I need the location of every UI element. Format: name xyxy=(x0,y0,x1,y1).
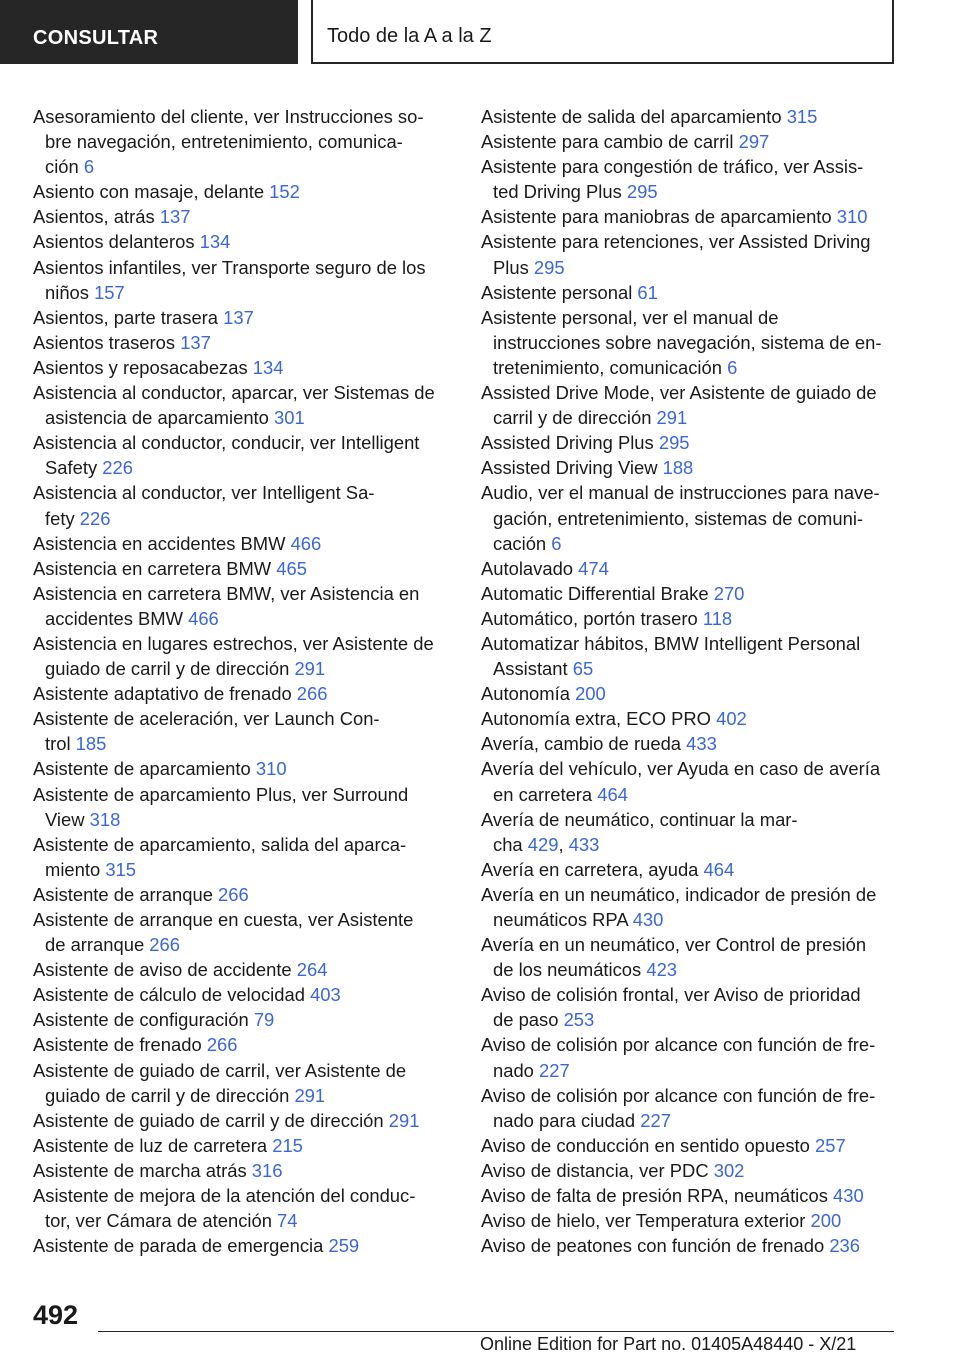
index-term: Aviso de colisión por alcance con función de fre- nado xyxy=(481,1034,876,1081)
index-entry xyxy=(33,706,453,756)
index-term: Asistente para retenciones, ver Assisted Driving Plus xyxy=(481,231,871,278)
page-reference-link[interactable]: 74 xyxy=(277,1210,298,1232)
index-term: Asistente de aparcamiento xyxy=(33,758,256,780)
index-entry xyxy=(33,631,453,681)
page-reference-link[interactable]: 266 xyxy=(218,883,249,905)
page-reference-link[interactable]: 402 xyxy=(716,708,747,730)
index-entry xyxy=(481,606,899,631)
index-term: Asientos, parte trasera xyxy=(33,306,224,328)
index-entry xyxy=(481,631,899,681)
index-entry xyxy=(481,731,899,756)
index-term: Asistente de arranque en cuesta, ver Asistente de arranque xyxy=(33,909,414,956)
page-reference-link[interactable]: 464 xyxy=(703,858,735,880)
page-reference-link[interactable]: 295 xyxy=(658,432,690,454)
page-reference-link[interactable]: 297 xyxy=(738,131,770,153)
index-entry xyxy=(481,1133,899,1158)
page-header xyxy=(0,0,960,64)
index-entry xyxy=(33,255,453,305)
index-entry xyxy=(481,480,899,555)
index-term: Asistente personal, ver el manual de instrucciones sobre navegación, sistema de en- tretenimiento, comunicación xyxy=(481,306,882,378)
index-entry xyxy=(33,1032,453,1057)
index-term: Asistente de cálculo de velocidad xyxy=(33,984,311,1006)
page-reference-link[interactable]: 291 xyxy=(656,407,688,429)
index-entry xyxy=(481,882,899,932)
page-reference-link[interactable]: 118 xyxy=(702,607,733,629)
index-entry xyxy=(33,330,453,355)
index-term: Aviso de conducción en sentido opuesto xyxy=(481,1134,815,1156)
index-term: Asistencia en lugares estrechos, ver Asistente de guiado de carril y de dirección xyxy=(33,632,434,680)
index-term: Asientos y reposacabezas xyxy=(33,356,253,378)
index-entry xyxy=(33,581,453,631)
index-term: Autonomía extra, ECO PRO xyxy=(481,708,717,730)
index-entry xyxy=(481,229,899,279)
index-entry xyxy=(481,1208,899,1233)
index-entry xyxy=(481,380,899,430)
page-reference-link[interactable]: 430 xyxy=(632,909,664,930)
page-reference-link[interactable]: 137 xyxy=(223,306,254,328)
page-reference-link[interactable]: 259 xyxy=(328,1235,360,1257)
index-term: Asistente de frenado xyxy=(33,1034,207,1056)
page-reference-link[interactable]: 185 xyxy=(75,733,107,755)
page-reference-link[interactable]: 295 xyxy=(626,181,658,203)
page-reference-link[interactable]: 466 xyxy=(290,532,322,554)
page-reference-link[interactable]: 403 xyxy=(310,984,341,1006)
chapter-title: Todo de la A a la Z xyxy=(327,25,492,47)
page-reference-link[interactable]: 6 xyxy=(727,356,738,378)
index-term: Avería, cambio de rueda xyxy=(481,733,687,755)
index-entry xyxy=(481,280,899,305)
page-reference-link[interactable]: 226 xyxy=(79,507,111,529)
index-entry xyxy=(481,982,899,1032)
index-term: Asistente de guiado de carril y de dirección xyxy=(33,1109,389,1131)
index-entry xyxy=(481,581,899,606)
page-number: 492 xyxy=(33,1300,79,1330)
index-term: Asistente de luz de carretera xyxy=(33,1134,273,1156)
page-reference-link[interactable]: 200 xyxy=(810,1210,842,1232)
index-entry xyxy=(33,531,453,556)
index-term: Assisted Drive Mode, ver Asistente de guiado de carril y de dirección xyxy=(481,382,877,429)
index-column-left xyxy=(33,104,453,1258)
page-reference-link[interactable]: 310 xyxy=(255,758,287,780)
index-term: Asistente para maniobras de aparcamiento xyxy=(481,206,837,228)
footer-divider xyxy=(98,1331,894,1332)
index-entry xyxy=(33,756,453,781)
index-entry xyxy=(33,1007,453,1032)
index-term: Avería en un neumático, ver Control de presión de los neumáticos xyxy=(481,934,867,981)
page-reference-link[interactable]: 266 xyxy=(149,934,180,956)
index-entry xyxy=(33,681,453,706)
index-entry xyxy=(33,556,453,581)
page-reference-link[interactable]: 466 xyxy=(188,607,219,629)
page-reference-link[interactable]: 291 xyxy=(294,658,326,680)
section-label: CONSULTAR xyxy=(33,27,159,49)
page-reference-link[interactable]: 264 xyxy=(296,959,328,981)
index-entry xyxy=(33,305,453,330)
index-entry xyxy=(481,756,899,806)
page-reference-link[interactable]: 188 xyxy=(662,457,694,479)
index-entry xyxy=(33,104,453,179)
index-term: Aviso de distancia, ver PDC xyxy=(481,1159,714,1181)
index-entry xyxy=(481,455,899,480)
page-reference-link[interactable]: 226 xyxy=(102,457,133,479)
index-term: Asistente personal xyxy=(481,281,638,303)
index-entry xyxy=(481,104,899,129)
index-entry xyxy=(33,1233,453,1258)
page-reference-link[interactable]: 134 xyxy=(252,356,284,378)
index-entry xyxy=(481,1158,899,1183)
index-term: Asistencia al conductor, conducir, ver Intelligent Safety xyxy=(33,432,420,479)
index-term: Asistencia en accidentes BMW xyxy=(33,532,291,554)
page-reference-link[interactable]: 430 xyxy=(833,1185,864,1207)
index-entry xyxy=(481,1083,899,1133)
index-entry: Avería de neumático, continuar la mar- cha 429, 433 xyxy=(481,808,798,855)
page-reference-link[interactable]: 65 xyxy=(572,658,594,680)
index-term: Asistente de mejora de la atención del conduc- tor, ver Cámara de atención xyxy=(33,1185,416,1232)
index-entry xyxy=(481,706,899,731)
index-term: Asistente para congestión de tráfico, ver Assis- ted Driving Plus xyxy=(481,156,864,203)
page-reference-link[interactable]: 6 xyxy=(551,532,562,554)
page-reference-link[interactable]: 433 xyxy=(686,733,717,755)
page-reference-link[interactable]: 134 xyxy=(199,231,231,253)
index-entry xyxy=(33,1108,453,1133)
index-entry xyxy=(33,782,453,832)
index-term: Asistente de aparcamiento, salida del aparca- miento xyxy=(33,833,407,880)
index-term: Asistente de aceleración, ver Launch Con- trol xyxy=(33,708,380,755)
index-term: Aviso de peatones con función de frenado xyxy=(481,1235,830,1257)
page-reference-link[interactable]: 310 xyxy=(836,206,868,228)
index-entry xyxy=(33,982,453,1007)
page-reference-link[interactable]: 61 xyxy=(637,281,658,303)
index-term: Autolavado xyxy=(481,557,579,579)
page-reference-link[interactable]: 227 xyxy=(640,1109,671,1131)
index-term: Autonomía xyxy=(481,683,576,705)
index-term: Asistente de aparcamiento Plus, ver Surround View xyxy=(33,783,409,830)
index-entry xyxy=(33,1058,453,1108)
index-term: Asistencia al conductor, ver Intelligent Sa- fety xyxy=(33,482,375,529)
index-term: Asistente de configuración xyxy=(33,1009,254,1031)
index-term: Asistente de guiado de carril, ver Asistente de guiado de carril y de dirección xyxy=(33,1059,407,1106)
index-entry xyxy=(481,857,899,882)
page-reference-link[interactable]: 291 xyxy=(294,1084,326,1106)
page-reference-link[interactable]: 266 xyxy=(296,683,328,705)
index-term: Asistente de aviso de accidente xyxy=(33,959,297,981)
index-term: Aviso de colisión por alcance con función de fre- nado para ciudad xyxy=(481,1084,876,1131)
page-reference-link[interactable]: 253 xyxy=(563,1009,595,1031)
index-term: Automático, portón trasero xyxy=(481,607,703,629)
index-entry xyxy=(481,305,899,380)
index-term: Asesoramiento del cliente, ver Instrucciones so- bre navegación, entretenimiento, comunica- ción xyxy=(33,106,424,178)
page-reference-link[interactable]: 227 xyxy=(539,1059,570,1081)
page-reference-link[interactable]: 79 xyxy=(253,1009,275,1031)
footer-edition-text: Online Edition for Part no. 01405A48440 - X/21 xyxy=(480,1334,857,1354)
index-term: Avería de neumático, continuar la mar- cha xyxy=(481,808,798,855)
index-entry xyxy=(33,430,453,480)
index-term: Asientos, atrás xyxy=(33,206,160,228)
index-term: Asientos traseros xyxy=(33,331,181,353)
page-reference-link[interactable]: 215 xyxy=(272,1134,303,1156)
index-term: Automatizar hábitos, BMW Intelligent Personal Assistant xyxy=(481,632,861,680)
page-reference-link[interactable]: 433 xyxy=(568,833,600,855)
page-reference-link[interactable]: 137 xyxy=(180,331,211,353)
page-reference-link[interactable]: 295 xyxy=(533,256,565,278)
index-term: Asistente para cambio de carril xyxy=(481,131,739,153)
index-entry xyxy=(481,681,899,706)
page-reference-link[interactable]: 257 xyxy=(815,1134,846,1156)
index-entry xyxy=(33,380,453,430)
page-reference-link[interactable]: 6 xyxy=(83,156,95,178)
index-entry xyxy=(481,154,899,204)
index-term: Asistente de marcha atrás xyxy=(33,1159,252,1181)
page-reference-link[interactable]: 315 xyxy=(105,858,136,880)
index-term: Asistente de salida del aparcamiento xyxy=(481,106,787,127)
page-reference-link[interactable]: 302 xyxy=(713,1159,745,1181)
index-term: Asientos infantiles, ver Transporte seguro de los niños xyxy=(33,256,426,303)
index-term: Audio, ver el manual de instrucciones para nave- gación, entretenimiento, sistemas de comuni- cación xyxy=(481,482,880,554)
page-reference-link[interactable]: 137 xyxy=(159,206,191,228)
index-entry xyxy=(33,229,453,254)
index-entry xyxy=(33,355,453,380)
index-term: Asistente de parada de emergencia xyxy=(33,1235,329,1257)
page-reference-link[interactable]: 152 xyxy=(269,181,300,203)
index-entry xyxy=(33,1133,453,1158)
chapter-title-box xyxy=(311,0,894,64)
page-reference-link[interactable]: 200 xyxy=(575,683,606,705)
section-tab xyxy=(0,0,298,64)
index-term: Aviso de falta de presión RPA, neumáticos xyxy=(481,1185,833,1207)
index-term: Asistencia al conductor, aparcar, ver Sistemas de asistencia de aparcamiento xyxy=(33,382,435,429)
index-term: Avería en un neumático, indicador de presión de neumáticos RPA xyxy=(481,883,877,930)
page-reference-link[interactable]: 301 xyxy=(274,407,305,429)
index-term: Asistencia en carretera BMW, ver Asistencia en accidentes BMW xyxy=(33,582,420,629)
index-term: Automatic Differential Brake xyxy=(481,582,714,604)
page-reference-link[interactable]: 465 xyxy=(276,557,307,579)
index-entry xyxy=(33,480,453,530)
page-reference-link[interactable]: 270 xyxy=(713,582,745,604)
page-reference-link[interactable]: 157 xyxy=(94,281,125,303)
index-entry xyxy=(33,179,453,204)
index-term: Avería en carretera, ayuda xyxy=(481,858,704,880)
page-reference-link[interactable]: 316 xyxy=(251,1159,283,1181)
index-term: Asiento con masaje, delante xyxy=(33,181,270,203)
index-entry xyxy=(33,907,453,957)
index-term: Aviso de colisión frontal, ver Aviso de prioridad de paso xyxy=(481,984,861,1031)
index-entry xyxy=(481,204,899,229)
index-term: Aviso de hielo, ver Temperatura exterior xyxy=(481,1210,811,1232)
index-entry xyxy=(481,1032,899,1082)
index-entry xyxy=(33,957,453,982)
page-reference-link[interactable]: 423 xyxy=(646,959,678,981)
index-term: Avería del vehículo, ver Ayuda en caso de avería en carretera xyxy=(481,758,881,805)
index-term: Asientos delanteros xyxy=(33,231,200,253)
index-entry xyxy=(481,129,899,154)
index-entry xyxy=(481,430,899,455)
index-entry xyxy=(33,1158,453,1183)
page-reference-link[interactable]: 266 xyxy=(206,1034,238,1056)
index-entry xyxy=(33,204,453,229)
page-reference-link[interactable]: 474 xyxy=(578,557,609,579)
page-reference-link[interactable]: 318 xyxy=(89,808,121,830)
index-term: Assisted Driving Plus xyxy=(481,432,659,454)
index-entry xyxy=(33,882,453,907)
index-term: Asistente adaptativo de frenado xyxy=(33,683,297,705)
index-entry xyxy=(481,932,899,982)
page-reference-link[interactable]: 236 xyxy=(829,1235,861,1257)
page-reference-link[interactable]: 315 xyxy=(786,106,818,127)
page-reference-link[interactable]: 464 xyxy=(597,783,628,805)
index-entry xyxy=(33,1183,453,1233)
page-reference-link[interactable]: 429 xyxy=(527,833,559,855)
page-reference-link[interactable]: 291 xyxy=(388,1109,420,1131)
index-term: Asistente de arranque xyxy=(33,883,219,905)
index-entry xyxy=(481,556,899,581)
index-entry xyxy=(33,832,453,882)
index-entry xyxy=(481,1183,899,1208)
index-term: Asistencia en carretera BMW xyxy=(33,557,277,579)
index-column-right xyxy=(481,104,899,1258)
index-entry xyxy=(481,1233,899,1258)
index-term: Assisted Driving View xyxy=(481,457,663,479)
